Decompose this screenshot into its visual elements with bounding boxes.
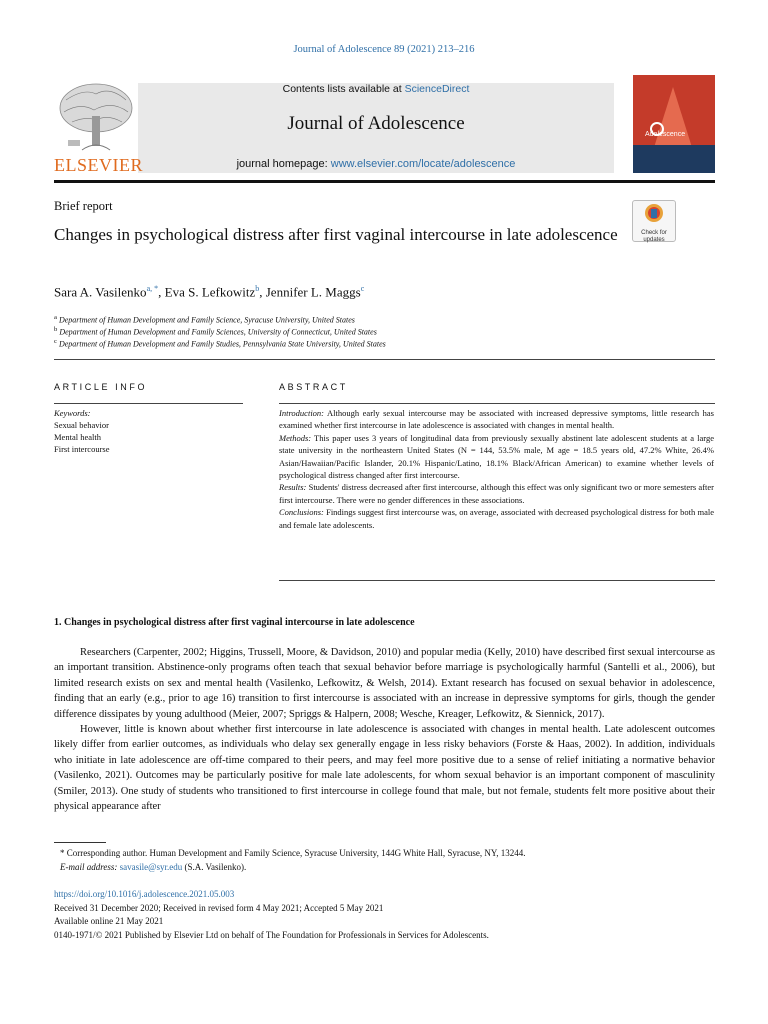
header-divider [54, 180, 715, 183]
corresponding-author-footnote [60, 846, 526, 874]
available-online: Available online 21 May 2021 [54, 916, 164, 927]
email-label: E-mail address: [60, 862, 120, 872]
check-for-updates-button[interactable] [632, 200, 676, 242]
footnote-email-line [60, 860, 526, 874]
keywords-block [54, 407, 109, 455]
keyword-item: Sexual behavior [54, 420, 109, 430]
copyright-notice: 0140-1971/© 2021 Published by Elsevier Ltd on behalf of The Foundation for Professionals in Services for Adolescents. [54, 929, 489, 940]
homepage-prefix: journal homepage: [236, 158, 331, 170]
footnote-text: * Corresponding author. Human Development and Family Science, Syracuse University, 144G White Hall, Syracuse, NY, 13244. [60, 848, 526, 858]
affiliation-text: Department of Human Development and Family Science, Syracuse University, United States [58, 315, 355, 325]
article-info-heading: ARTICLE INFO [54, 382, 148, 392]
abstract-conclusions-label: Conclusions: [279, 507, 324, 518]
sciencedirect-link[interactable]: ScienceDirect [404, 83, 470, 95]
author-affiliation-mark[interactable]: c [360, 284, 365, 293]
abstract-results [279, 481, 714, 506]
abstract-conclusions [279, 506, 714, 531]
affiliation-text: Department of Human Development and Family Sciences, University of Connecticut, United States [59, 327, 377, 337]
section-body [54, 645, 715, 814]
abstract-methods [279, 432, 714, 482]
author-list: Sara A. Vasilenko$^{a, *}$, Eva S. Lefkowitz$^b$, Jennifer L. Maggs$^c$ [54, 284, 365, 300]
publication-info [54, 888, 489, 942]
abstract-divider-top [279, 403, 715, 404]
author-name[interactable]: Sara A. Vasilenko [54, 284, 147, 300]
journal-cover-image [633, 75, 715, 173]
affiliation-mark: a [54, 314, 57, 321]
check-updates-icon [633, 201, 675, 225]
article-title: Changes in psychological distress after first vaginal intercourse in late adolescence [54, 225, 618, 244]
abstract-body [279, 407, 714, 531]
cover-label: Adolescence [645, 131, 686, 138]
section-heading: 1. Changes in psychological distress after first vaginal intercourse in late adolescence [54, 617, 415, 628]
article-type: Brief report [54, 199, 113, 213]
journal-reference[interactable]: Journal of Adolescence 89 (2021) 213–216 [293, 44, 475, 55]
abstract-results-text: Students' distress decreased after first intercourse, although this effect was only significant two or more semesters after first intercourse. There were no gender differences in these associations. [279, 482, 714, 505]
affiliation [54, 326, 377, 337]
contents-prefix: Contents lists available at [282, 83, 405, 95]
affiliation-divider [54, 359, 715, 360]
abstract-divider-bottom [279, 580, 715, 581]
email-suffix: (S.A. Vasilenko). [182, 862, 247, 872]
abstract-conclusions-text: Findings suggest first intercourse was, on average, associated with decreased psychological distress for both male and female late adolescents. [279, 507, 714, 530]
author-name[interactable]: Jennifer L. Maggs [265, 284, 361, 300]
abstract-methods-label: Methods: [279, 432, 312, 443]
affiliation-mark: b [54, 326, 58, 333]
abstract-intro-text: Although early sexual intercourse may be associated with increased depressive symptoms, little research has examined whether first intercourse in late adolescence is associated with changes in mental health. [279, 408, 714, 431]
author-affiliation-mark[interactable]: a, * [146, 284, 159, 293]
received-dates: Received 31 December 2020; Received in revised form 4 May 2021; Accepted 5 May 2021 [54, 902, 384, 913]
elsevier-wordmark: ELSEVIER [54, 155, 143, 175]
keywords-label: Keywords: [54, 408, 91, 418]
homepage-line [138, 158, 614, 170]
email-link[interactable]: savasile@syr.edu [119, 862, 183, 872]
abstract-introduction [279, 407, 714, 432]
abstract-methods-text: This paper uses 3 years of longitudinal data from previously sexually abstinent late adolescent students at a large state university in the northeastern United States (N = 144, 53.5% male, M age = 18.5 years old, 47.2% White, 26.4% Asian/Hawaiian/Pacific Islander, 20.1% Hispanic/Latino, 18.1% Black/African American) to examine whether levels of psychological distress changed after first intercourse. [279, 432, 714, 481]
body-paragraph: However, little is known about whether first intercourse in late adolescence is associated with changes in mental health. Late adolescent outcomes likely differ from earlier outcomes, as individuals who delay sex generally engage in less risky behaviors (Forste & Haas, 2002). In addition, individuals who initiate in late adolescence are off-time compared to their peers, and may feel more positive due to a sense of relief initiating a normative behavior (Vasilenko, 2021). Outcomes may be particularly positive for male late adolescents, for whom sexual behavior is an important component of masculinity (Smiler, 2013). One study of students who transitioned to first intercourse in college found that male, but not female, students felt more positive about their physical appearance after [54, 724, 715, 813]
affiliation [54, 338, 386, 349]
keyword-item: First intercourse [54, 444, 110, 454]
elsevier-tree-logo [54, 80, 138, 154]
homepage-link[interactable]: www.elsevier.com/locate/adolescence [330, 158, 516, 170]
doi-link[interactable]: https://doi.org/10.1016/j.adolescence.2021.05.003 [54, 889, 235, 899]
affiliation [54, 314, 355, 325]
affiliation-text: Department of Human Development and Family Studies, Pennsylvania State University, United States [58, 339, 386, 349]
author-affiliation-mark[interactable]: b [255, 284, 260, 293]
author-name[interactable]: Eva S. Lefkowitz [164, 284, 256, 300]
check-updates-label: Check for updates [641, 230, 667, 243]
abstract-results-label: Results: [279, 482, 307, 493]
cover-graphic [633, 75, 715, 173]
keyword-item: Mental health [54, 432, 101, 442]
article-info-divider [54, 403, 243, 404]
affiliation-mark: c [54, 338, 57, 345]
body-paragraph: Researchers (Carpenter, 2002; Higgins, Trussell, Moore, & Davidson, 2010) and popular media (Kelly, 2010) have described first sexual intercourse as an important transition. Abstinence-only programs often teach that sexual behavior before marriage is psychologically harmful (Santelli et al., 2006), but limited research exists on sex and mental health (Vasilenko, Lefkowitz, & Welsh, 2014). Extant research has focused on sexual behavior in adolescence, finding that an early (e.g., prior to age 16) transition to first intercourse is associated with an increase in depressive symptoms for girls, though the gender difference dissipates by young adulthood (Meier, 2007; Spriggs & Halpern, 2008; Wesche, Kreager, Lefkowitz, & Siennick, 2017). [54, 647, 715, 720]
contents-line [138, 83, 614, 95]
footnote-divider [54, 842, 106, 843]
abstract-heading: ABSTRACT [279, 382, 348, 392]
journal-title: Journal of Adolescence [287, 113, 465, 134]
abstract-intro-label: Introduction: [279, 408, 325, 418]
